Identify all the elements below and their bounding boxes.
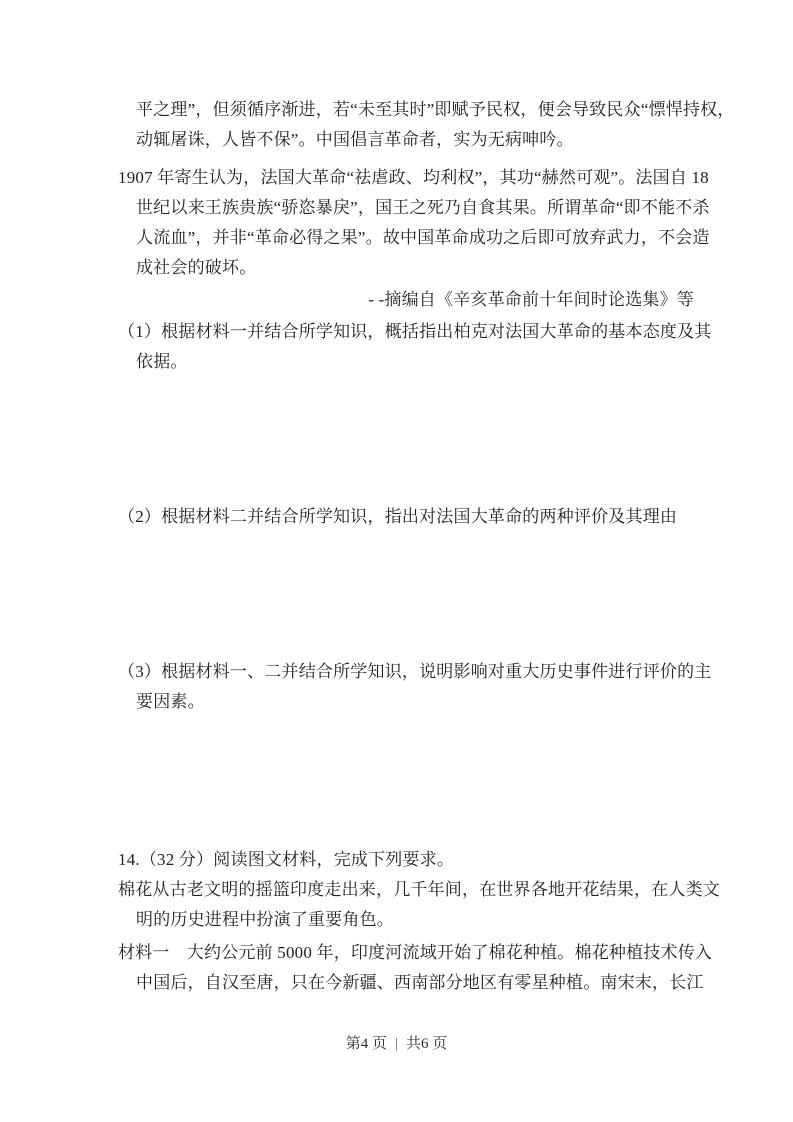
material2-paragraph2-line-2: 世纪以来王族贵族“骄恣暴戾”，国王之死乃自食其果。所谓革命“即不能不杀	[136, 198, 710, 217]
question-14-heading: 14.（32 分）阅读图文材料，完成下列要求。	[118, 850, 455, 869]
question-14-intro-line-2: 明的历史进程中扮演了重要角色。	[136, 910, 394, 929]
material2-paragraph2-line-4: 成社会的破坏。	[136, 258, 257, 277]
material2-source-attribution: - -摘编自《辛亥革命前十年间时论选集》等	[368, 290, 694, 309]
question-2-line-1: （2）根据材料二并结合所学知识，指出对法国大革命的两种评价及其理由	[118, 507, 678, 526]
question-1-line-1: （1）根据材料一并结合所学知识，概括指出柏克对法国大革命的基本态度及其	[118, 322, 712, 341]
material2-continuation-line-1: 平之理”，但须循序渐进，若“未至其时”即赋予民权，便会导致民众“慓悍持权，	[136, 100, 735, 119]
current-page-label: 第4 页	[345, 1036, 387, 1052]
question-14-intro-line-1: 棉花从古老文明的摇篮印度走出来，几千年间，在世界各地开花结果，在人类文	[118, 880, 720, 899]
question-1-line-2: 依据。	[136, 352, 188, 371]
question-14-material1-line-1: 材料一 大约公元前 5000 年，印度河流域开始了棉花种植。棉花种植技术传入	[118, 943, 713, 962]
question-3-line-2: 要因素。	[136, 692, 205, 711]
page-footer	[0, 1033, 793, 1055]
footer-separator: |	[394, 1036, 398, 1052]
material2-paragraph2-line-1: 1907 年寄生认为，法国大革命“祛虐政、均利权”，其功“赫然可观”。法国自 18	[118, 168, 709, 187]
material2-continuation-line-2: 动辄屠诛，人皆不保”。中国倡言革命者，实为无病呻吟。	[136, 130, 574, 149]
total-pages-label: 共6 页	[406, 1036, 448, 1052]
material2-paragraph2-line-3: 人流血”，并非“革命必得之果”。故中国革命成功之后即可放弃武力，不会造	[136, 228, 710, 247]
question-3-line-1: （3）根据材料一、二并结合所学知识，说明影响对重大历史事件进行评价的主	[118, 662, 712, 681]
question-14-material1-line-2: 中国后，自汉至唐，只在今新疆、西南部分地区有零星种植。南宋末，长江	[136, 973, 704, 992]
